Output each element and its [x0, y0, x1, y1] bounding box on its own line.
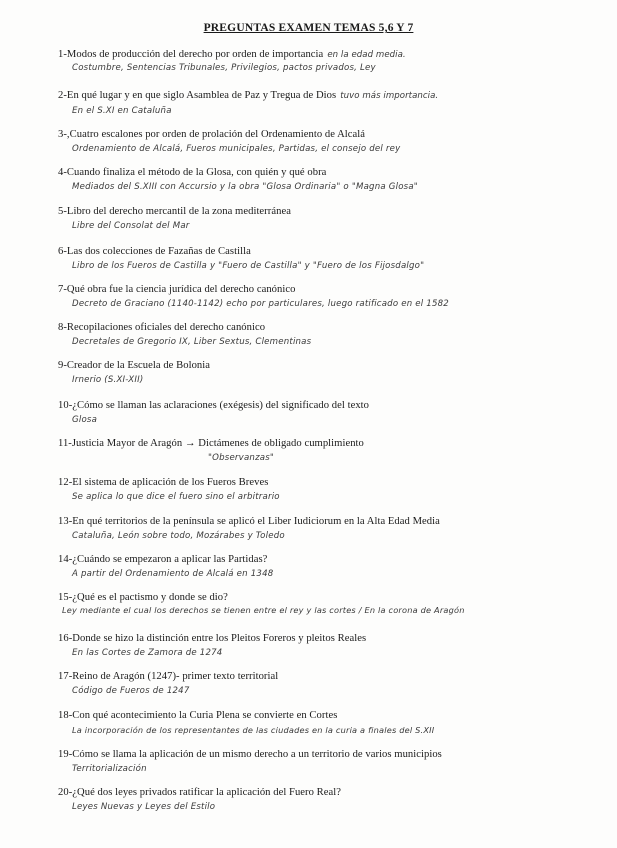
question-text: 1-Modos de producción del derecho por orden de importancia en la edad media. [58, 49, 406, 60]
question-text: 11-Justicia Mayor de Aragón → Dictámenes de obligado cumplimiento [58, 438, 364, 449]
question-text: 16-Donde se hizo la distinción entre los Pleitos Foreros y pleitos Reales [58, 633, 367, 644]
question-text: 12-El sistema de aplicación de los Fueros Breves [58, 477, 269, 488]
question-block-16 [58, 632, 598, 659]
question-block-14 [58, 553, 598, 580]
handwritten-inline-answer: en la edad media. [327, 50, 406, 60]
question-text: 15-¿Qué es el pactismo y donde se dio? [58, 592, 228, 603]
question-text: 6-Las dos colecciones de Fazañas de Castilla [58, 246, 251, 257]
question-text: 3-,Cuatro escalones por orden de prolación del Ordenamiento de Alcalá [58, 129, 366, 140]
question-text: 8-Recopilaciones oficiales del derecho canónico [58, 322, 266, 333]
question-block-6 [58, 245, 598, 272]
document-title: PREGUNTAS EXAMEN TEMAS 5,6 Y 7 [203, 22, 414, 34]
question-text: 7-Qué obra fue la ciencia jurídica del derecho canónico [58, 284, 296, 295]
handwritten-answer: Libro de los Fueros de Castilla y "Fuero de Castilla" y "Fuero de los Fijosdalgo" [72, 261, 425, 271]
handwritten-answer: En el S.XI en Cataluña [72, 106, 172, 116]
handwritten-answer: A partir del Ordenamiento de Alcalá en 1348 [72, 569, 274, 579]
question-block-19 [58, 748, 598, 775]
question-text: 17-Reino de Aragón (1247)- primer texto territorial [58, 671, 279, 682]
handwritten-answer: Costumbre, Sentencias Tribunales, Privilegios, pactos privados, Ley [72, 63, 376, 73]
question-text: 19-Cómo se llama la aplicación de un mismo derecho a un territorio de varios municipios [58, 749, 442, 760]
question-block-12 [58, 476, 598, 503]
handwritten-answer: Decreto de Graciano (1140-1142) echo por particulares, luego ratificado en el 1582 [72, 299, 449, 309]
question-block-4 [58, 166, 598, 193]
handwritten-answer: Leyes Nuevas y Leyes del Estilo [72, 802, 216, 812]
question-block-5 [58, 205, 598, 232]
question-block-13 [58, 515, 598, 542]
question-text: 20-¿Qué dos leyes privados ratificar la aplicación del Fuero Real? [58, 787, 342, 798]
question-text: 5-Libro del derecho mercantil de la zona mediterránea [58, 206, 291, 217]
question-text: 2-En qué lugar y en que siglo Asamblea de Paz y Tregua de Dios tuvo más importancia. [58, 90, 439, 101]
handwritten-answer: Irnerio (S.XI-XII) [72, 375, 144, 385]
question-block-1 [58, 48, 598, 74]
question-text: 10-¿Cómo se llaman las aclaraciones (exégesis) del significado del texto [58, 400, 370, 411]
question-text: 13-En qué territorios de la península se aplicó el Liber Iudiciorum en la Alta Edad Media [58, 516, 440, 527]
handwritten-answer: La incorporación de los representantes de las ciudades en la curia a finales del S.XII [72, 725, 435, 735]
handwritten-inline-answer: tuvo más importancia. [340, 91, 439, 101]
handwritten-answer: Ley mediante el cual los derechos se tienen entre el rey y las cortes / En la corona de Aragón [62, 605, 465, 615]
question-block-8 [58, 321, 598, 348]
handwritten-answer: En las Cortes de Zamora de 1274 [72, 648, 223, 658]
question-block-11 [58, 437, 598, 464]
handwritten-answer: "Observanzas" [208, 453, 275, 463]
handwritten-answer: Código de Fueros de 1247 [72, 686, 190, 696]
handwritten-answer: Ordenamiento de Alcalá, Fueros municipales, Partidas, el consejo del rey [72, 144, 401, 154]
question-block-18 [58, 709, 598, 736]
handwritten-answer: Se aplica lo que dice el fuero sino el arbitrario [72, 492, 280, 502]
handwritten-answer: Decretales de Gregorio IX, Liber Sextus, Clementinas [72, 337, 312, 347]
question-block-17 [58, 670, 598, 697]
question-block-7 [58, 283, 598, 310]
handwritten-answer: Glosa [72, 415, 98, 425]
question-block-20 [58, 786, 598, 813]
question-text: 4-Cuando finaliza el método de la Glosa, con quién y qué obra [58, 167, 327, 178]
question-block-10 [58, 399, 598, 426]
handwritten-answer: Libre del Consolat del Mar [72, 221, 190, 231]
question-text: 9-Creador de la Escuela de Bolonia [58, 360, 211, 371]
handwritten-answer: Cataluña, León sobre todo, Mozárabes y Toledo [72, 531, 285, 541]
question-block-9 [58, 359, 598, 386]
question-text: 14-¿Cuándo se empezaron a aplicar las Partidas? [58, 554, 268, 565]
handwritten-answer: Mediados del S.XIII con Accursio y la obra "Glosa Ordinaria" o "Magna Glosa" [72, 182, 418, 192]
question-block-3 [58, 128, 598, 155]
question-block-2 [58, 89, 598, 117]
question-text: 18-Con qué acontecimiento la Curia Plena se convierte en Cortes [58, 710, 338, 721]
question-block-15 [58, 591, 598, 616]
handwritten-answer: Territorialización [72, 764, 147, 774]
